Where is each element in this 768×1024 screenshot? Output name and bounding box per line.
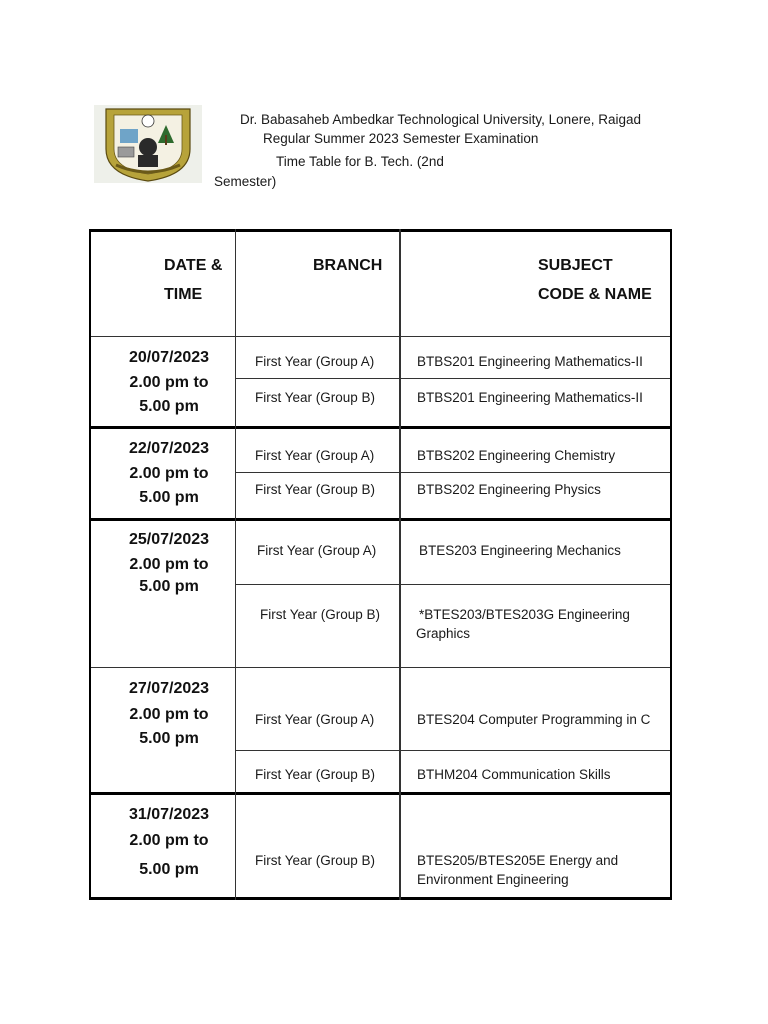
group-divider (89, 792, 672, 795)
subject-cell: BTES203 Engineering Mechanics (419, 543, 621, 558)
subject-cell: BTBS202 Engineering Chemistry (417, 448, 616, 463)
branch-cell: First Year (Group A) (257, 543, 377, 558)
exam-date: 20/07/2023 (128, 349, 210, 366)
exam-time-end: 5.00 pm (139, 861, 199, 878)
subject-cell: BTBS202 Engineering Physics (417, 482, 601, 497)
exam-date: 31/07/2023 (128, 806, 210, 823)
group-divider (89, 426, 672, 429)
subject-cell: BTBS201 Engineering Mathematics-II (417, 390, 643, 405)
exam-timetable (89, 229, 672, 900)
timetable-title: Time Table for B. Tech. (2nd (276, 154, 444, 169)
exam-time-end: 5.00 pm (139, 489, 199, 506)
table-border-bottom (89, 897, 672, 900)
exam-date: 27/07/2023 (128, 680, 210, 697)
subject-cell: BTES205/BTES205E Energy and (417, 853, 619, 868)
header-code-name: CODE & NAME (538, 286, 652, 303)
header-divider (89, 336, 672, 337)
group-divider (89, 667, 672, 668)
branch-cell: First Year (Group B) (255, 390, 376, 405)
university-logo (94, 105, 202, 183)
row-divider (235, 472, 672, 473)
subject-cell-continued: Graphics (416, 626, 471, 641)
header-subject: SUBJECT (538, 257, 613, 274)
column-divider (399, 229, 401, 900)
row-divider (235, 378, 672, 379)
branch-cell: First Year (Group B) (255, 853, 376, 868)
exam-time-end: 5.00 pm (139, 730, 199, 747)
exam-time-start: 2.00 pm to (129, 465, 209, 482)
table-border-top (89, 229, 672, 232)
subject-cell: BTES204 Computer Programming in C (417, 712, 651, 727)
group-divider (89, 518, 672, 521)
exam-time-end: 5.00 pm (139, 398, 199, 415)
table-border-left (89, 229, 91, 900)
exam-time-start: 2.00 pm to (129, 706, 209, 723)
exam-time-end: 5.00 pm (139, 578, 199, 595)
exam-date: 25/07/2023 (128, 531, 210, 548)
exam-date: 22/07/2023 (128, 440, 210, 457)
table-border-right (670, 229, 672, 900)
exam-time-start: 2.00 pm to (129, 832, 209, 849)
header-date: DATE & (164, 257, 223, 274)
exam-title: Regular Summer 2023 Semester Examination (263, 131, 539, 146)
branch-cell: First Year (Group A) (255, 354, 375, 369)
subject-cell-continued: Environment Engineering (417, 872, 569, 887)
row-divider (235, 584, 672, 585)
branch-cell: First Year (Group B) (255, 482, 376, 497)
row-divider (235, 750, 672, 751)
subject-cell: *BTES203/BTES203G Engineering (419, 607, 630, 622)
header-time: TIME (164, 286, 203, 303)
header-branch: BRANCH (313, 257, 383, 274)
branch-cell: First Year (Group B) (255, 767, 376, 782)
branch-cell: First Year (Group B) (260, 607, 381, 622)
subject-cell: BTHM204 Communication Skills (417, 767, 611, 782)
exam-time-start: 2.00 pm to (129, 556, 209, 573)
branch-cell: First Year (Group A) (255, 448, 375, 463)
subject-cell: BTBS201 Engineering Mathematics-II (417, 354, 643, 369)
exam-time-start: 2.00 pm to (129, 374, 209, 391)
branch-cell: First Year (Group A) (255, 712, 375, 727)
university-name: Dr. Babasaheb Ambedkar Technological University, Lonere, Raigad (240, 112, 641, 127)
timetable-title-continued: Semester) (214, 174, 277, 189)
